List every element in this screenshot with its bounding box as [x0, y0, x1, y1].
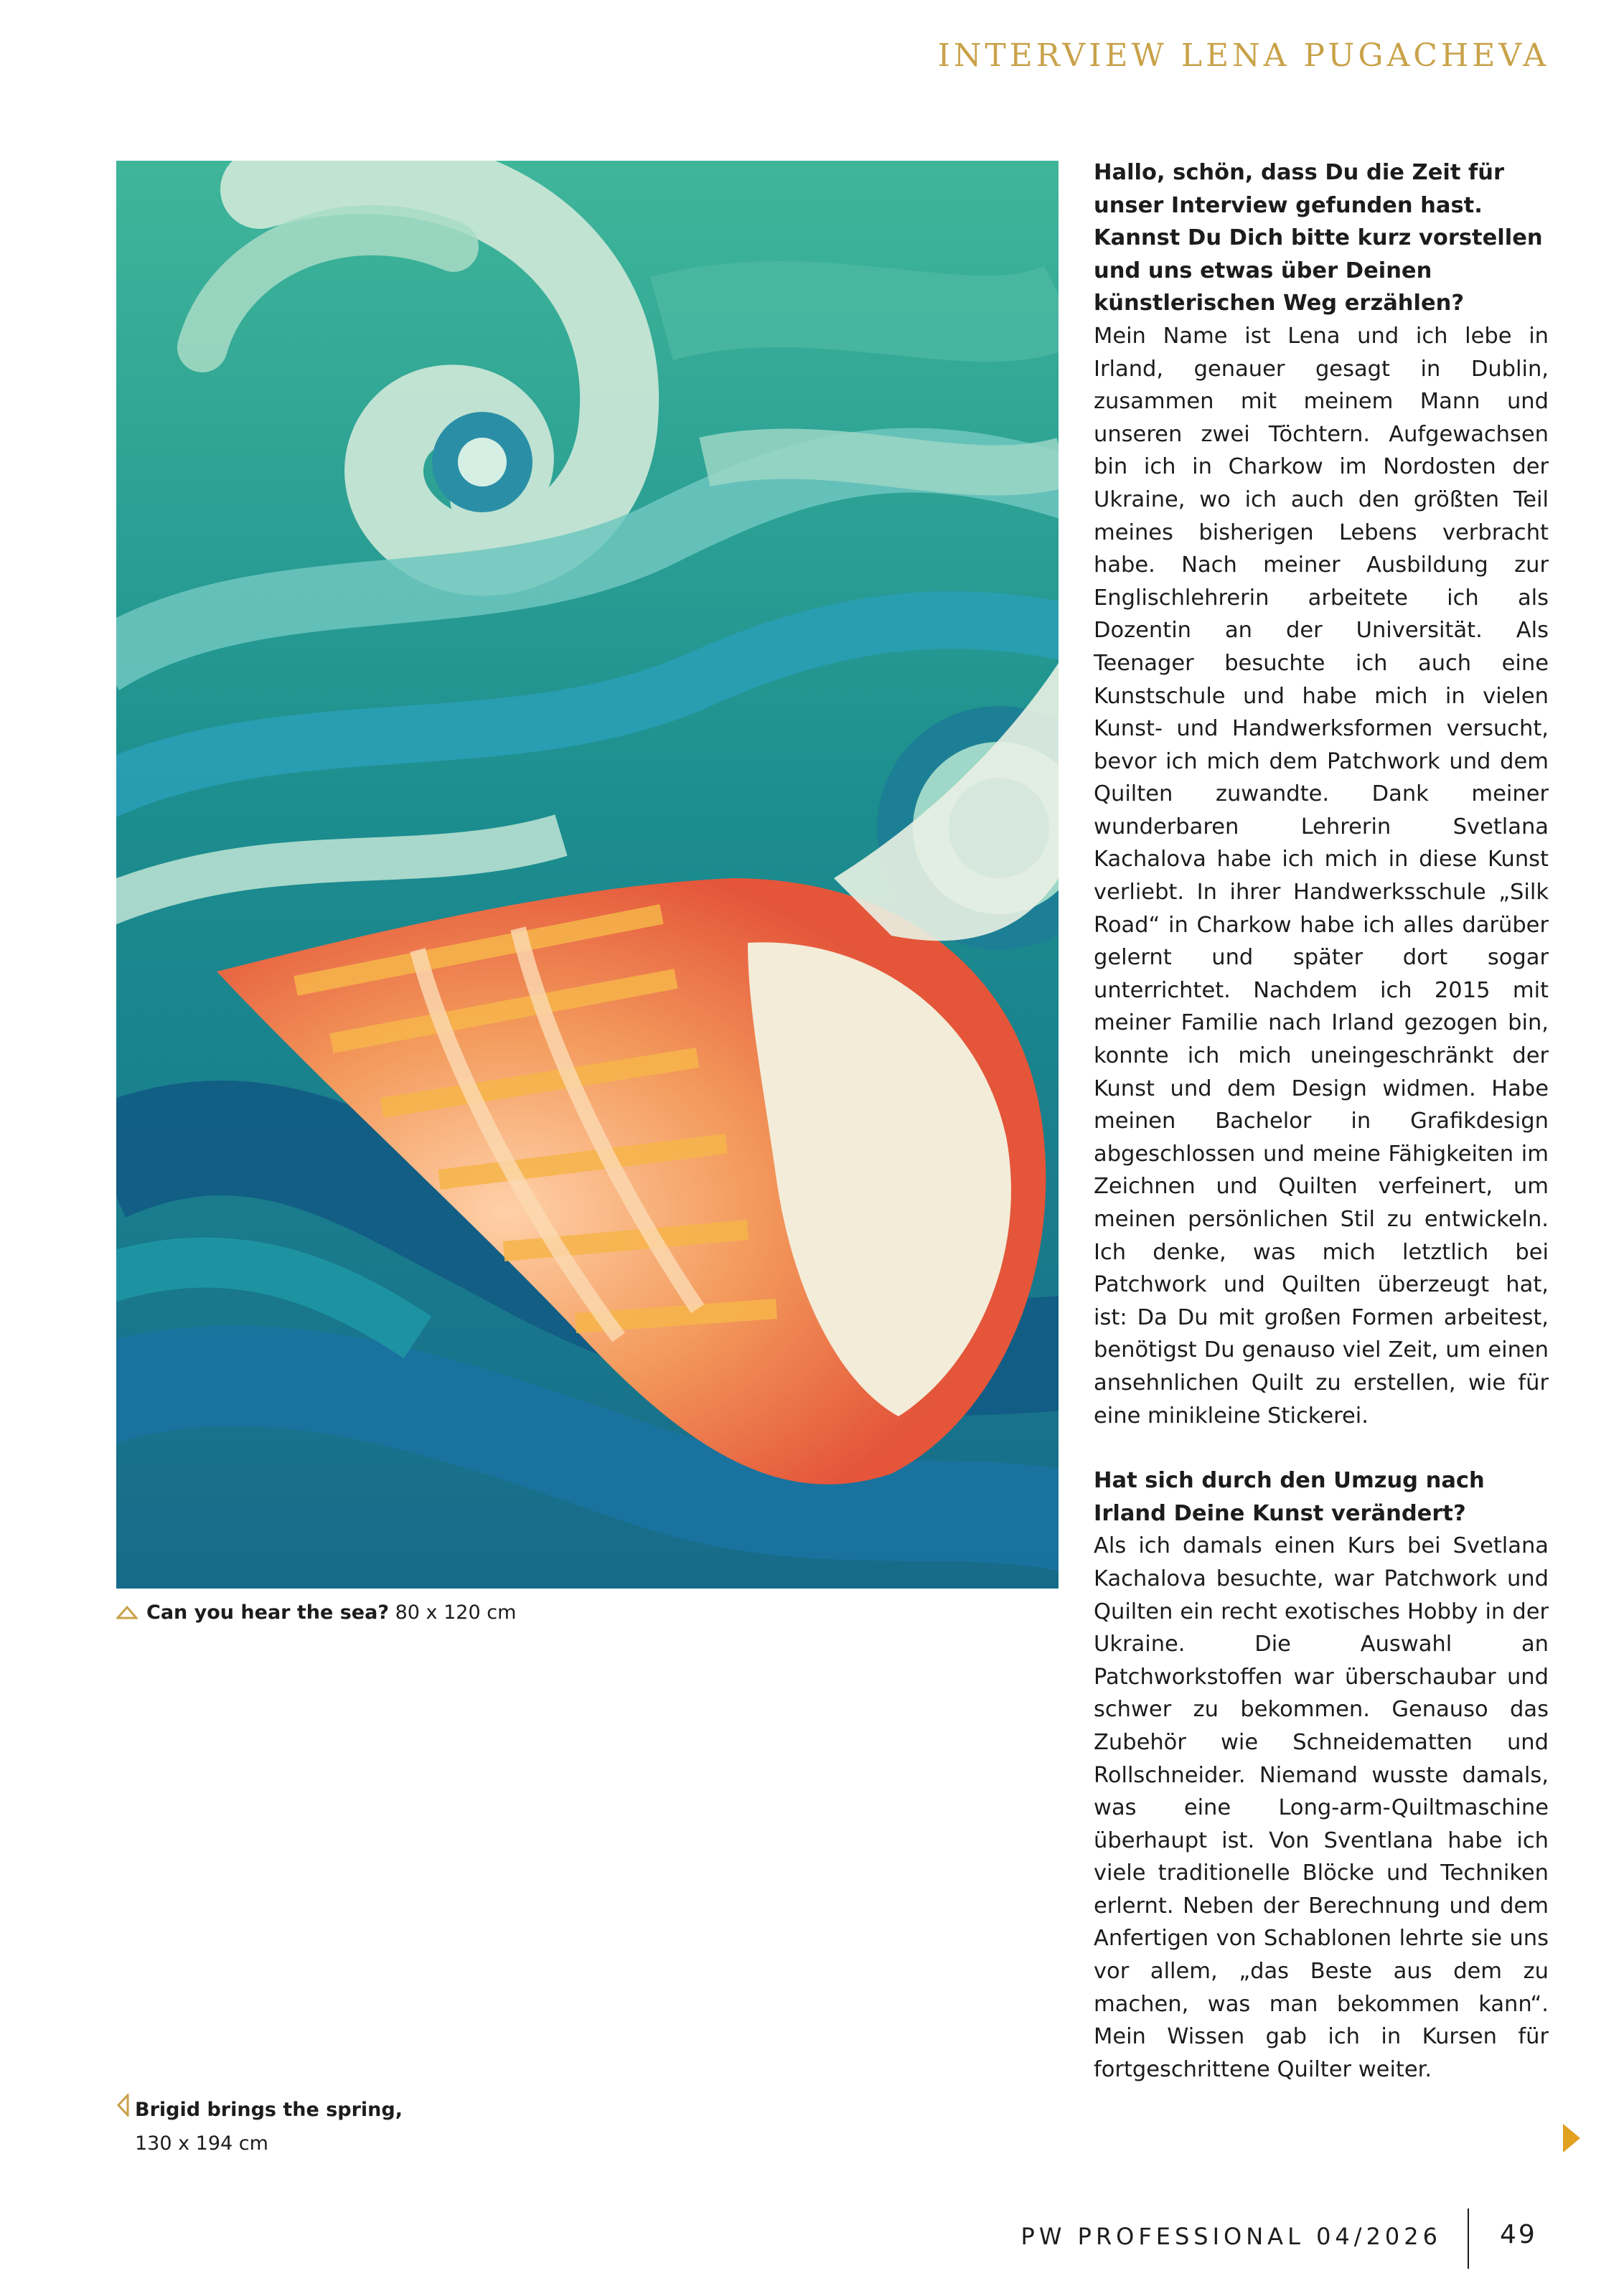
second-caption-title: Brigid brings the spring, [135, 2099, 403, 2121]
triangle-left-outline-icon [116, 2094, 129, 2127]
running-title: INTERVIEW LENA PUGACHEVA [937, 37, 1549, 74]
quilt-illustration [116, 161, 1059, 1589]
answer-1: Mein Name ist Lena und ich lebe in Irland, genauer gesagt in Dublin, zusammen mit meinem Mann und unseren zwei Töchtern. Aufgewachsen bin ich in Charkow im Nordosten der Ukraine, wo ich auch den größten Teil meines bisherigen Lebens verbracht habe. Nach meiner Ausbildung zur Englischlehrerin arbeitete ich als Dozentin an der Universität. Als Teenager besuchte ich auch eine Kunstschule und habe mich in vielen Kunst- und Handwerksformen versucht, bevor ich mich dem Patchwork und dem Quilten zuwandte. Dank meiner wunderbaren Lehrerin Svetlana Kachalova habe ich mich in diese Kunst verliebt. In ihrer Handwerksschule „Silk Road“ in Charkow habe ich alles darüber gelernt und später dort sogar unterrichtet. Nachdem ich 2015 mit meiner Familie nach Irland gezogen bin, konnte ich mich uneingeschränkt der Kunst und dem Design widmen. Habe meinen Bachelor in Grafikdesign abgeschlossen und meine Fähigkeiten im Zeichnen und Quilten verfeinert, um meinen persönlichen Stil zu entwickeln. Ich denke, was mich letztlich bei Patchwork und Quilten überzeugt hat, ist: Da Du mit großen Formen arbeitest, benötigst Du genauso viel Zeit, um einen ansehnlichen Quilt zu erstellen, wie für eine minikleine Stickerei. [1094, 323, 1549, 1429]
question-1: Hallo, schön, dass Du die Zeit für unser Interview gefunden hast. Kannst Du Dich bitte kurz vorstellen und uns etwas über Deinen künstlerischen Weg erzählen? [1094, 160, 1543, 316]
quilt-artwork-image [116, 161, 1059, 1589]
artwork-caption [116, 1601, 516, 1624]
caption-title: Can you hear the sea? [146, 1601, 390, 1624]
magazine-title: PW PROFESSIONAL 04/2026 [1020, 2223, 1442, 2250]
interview-article [1094, 156, 1549, 2086]
answer-2: Als ich damals einen Kurs bei Svetlana Kachalova besuchte, war Patchwork und Quilten ein recht exotisches Hobby in der Ukraine. Die Auswahl an Patchworkstoffen war überschaubar und schwer zu bekommen. Genauso das Zubehör wie Schneidematten und Rollschneider. Niemand wusste damals, was eine Long-arm-Quiltmaschine überhaupt ist. Von Sventlana habe ich viele traditionelle Blöcke und Techniken erlernt. Neben der Berechnung und dem Anfertigen von Schablonen lehrte sie uns vor allem, „das Beste aus dem zu machen, was man bekommen kann“. Mein Wissen gab ich in Kursen für fortgeschrittene Quilter weiter. [1094, 1533, 1549, 2082]
question-2: Hat sich durch den Umzug nach Irland Deine Kunst verändert? [1094, 1468, 1485, 1526]
triangle-right-filled-icon[interactable] [1562, 2122, 1582, 2157]
page-number: 49 [1500, 2220, 1537, 2249]
second-artwork-caption [116, 2094, 403, 2160]
caption-size: 80 x 120 cm [395, 1601, 517, 1624]
triangle-up-outline-icon [116, 1602, 138, 1624]
second-caption-size: 130 x 194 cm [135, 2132, 268, 2155]
footer-divider [1468, 2208, 1469, 2269]
